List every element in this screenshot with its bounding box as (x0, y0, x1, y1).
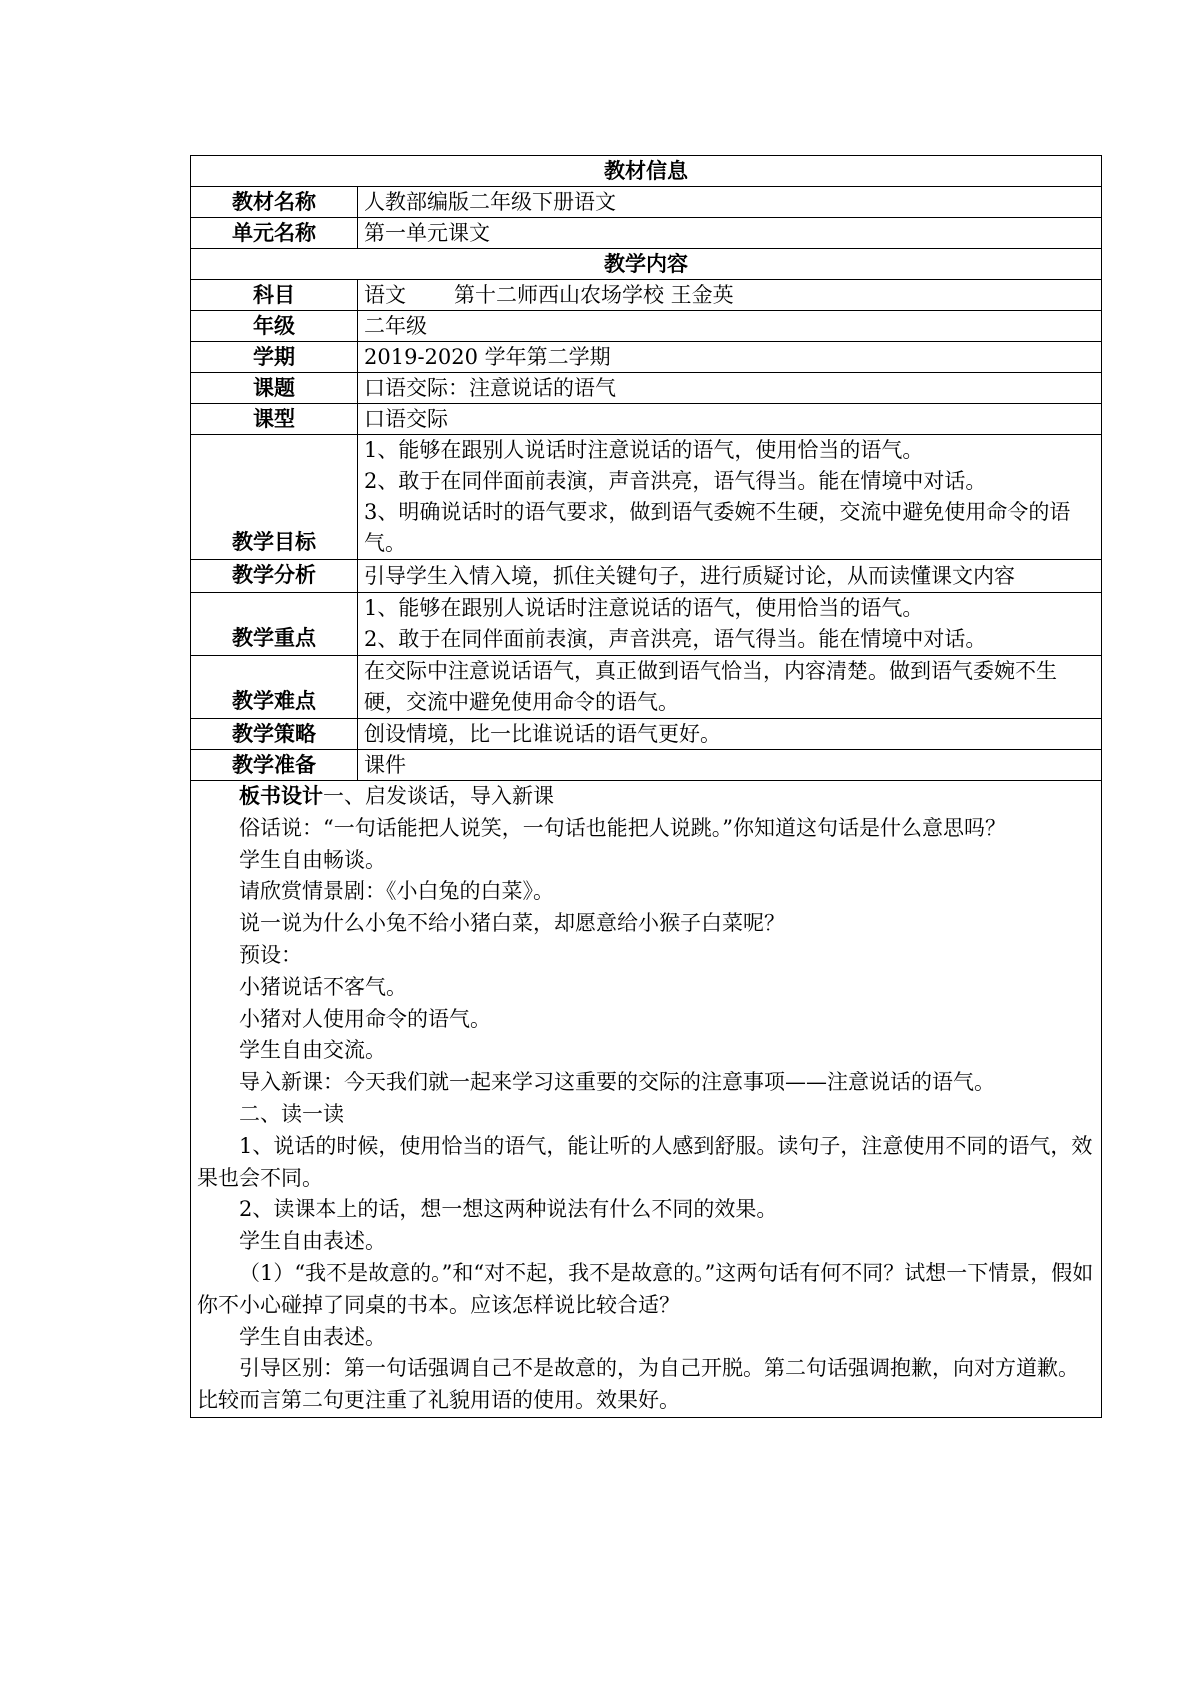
lesson-plan-table (190, 155, 1102, 1418)
board-paragraph: 引导区别：第一句话强调自己不是故意的，为自己开脱。第二句话强调抱歉，向对方道歉。比较而言第二句更注重了礼貌用语的使用。效果好。 (197, 1356, 1079, 1413)
board-paragraph: 小猪对人使用命令的语气。 (239, 1006, 491, 1031)
goal-item: 2、敢于在同伴面前表演，声音洪亮，语气得当。能在情境中对话。 (364, 469, 987, 493)
row-unit-name (191, 218, 1102, 249)
row-analysis (191, 560, 1102, 593)
board-paragraph: 预设： (239, 942, 302, 967)
board-first-line-text: 一、启发谈话，导入新课 (323, 784, 554, 808)
difficulties-label: 教学难点 (191, 656, 358, 719)
board-paragraph: 俗话说：“一句话能把人说笑，一句话也能把人说跳。”你知道这句话是什么意思吗？ (239, 815, 1006, 840)
row-term (191, 342, 1102, 373)
board-paragraph: 1、说话的时候，使用恰当的语气，能让听的人感到舒服。读句子，注意使用不同的语气，效果也会不同。 (197, 1133, 1093, 1190)
board-paragraph: （1）“我不是故意的。”和“对不起，我不是故意的。”这两句话有何不同？试想一下情景，假如你不小心碰掉了同桌的书本。应该怎样说比较合适？ (197, 1260, 1094, 1317)
key-point-item: 2、敢于在同伴面前表演，声音洪亮，语气得当。能在情境中对话。 (364, 627, 987, 651)
unit-value: 第一单元课文 (358, 218, 1102, 249)
row-board-design (191, 781, 1102, 1418)
school-teacher: 第十二师西山农场学校 王金英 (454, 283, 734, 307)
row-type (191, 404, 1102, 435)
unit-label: 单元名称 (191, 218, 358, 249)
section1-title: 教材信息 (191, 156, 1102, 187)
analysis-value: 引导学生入情入境，抓住关键句子，进行质疑讨论，从而读懂课文内容 (364, 563, 1015, 588)
type-value: 口语交际 (358, 404, 1102, 435)
preparation-label: 教学准备 (191, 750, 358, 781)
board-paragraph: 二、读一读 (239, 1101, 344, 1126)
row-difficulties (191, 656, 1102, 719)
section2-title: 教学内容 (191, 249, 1102, 280)
row-key-points (191, 593, 1102, 656)
goal-item: 3、明确说话时的语气要求，做到语气委婉不生硬，交流中避免使用命令的语气。 (364, 500, 1071, 555)
row-goals (191, 435, 1102, 560)
key-point-item: 1、能够在跟别人说话时注意说话的语气，使用恰当的语气。 (364, 596, 924, 620)
term-value: 2019-2020 学年第二学期 (358, 342, 1102, 373)
board-paragraph: 学生自由表述。 (239, 1324, 386, 1349)
strategy-label: 教学策略 (191, 719, 358, 750)
strategy-value: 创设情境，比一比谁说话的语气更好。 (358, 719, 1102, 750)
board-paragraph: 小猪说话不客气。 (239, 974, 407, 999)
row-subject (191, 280, 1102, 311)
board-design-cell (191, 781, 1102, 1418)
subject-label: 科目 (191, 280, 358, 311)
type-label: 课型 (191, 404, 358, 435)
board-paragraph: 说一说为什么小兔不给小猪白菜，却愿意给小猴子白菜呢？ (239, 911, 785, 936)
goal-item: 1、能够在跟别人说话时注意说话的语气，使用恰当的语气。 (364, 438, 924, 462)
topic-value: 口语交际：注意说话的语气 (358, 373, 1102, 404)
board-paragraph: 学生自由交流。 (239, 1038, 386, 1063)
row-material-name (191, 187, 1102, 218)
board-paragraph: 导入新课：今天我们就一起来学习这重要的交际的注意事项——注意说话的语气。 (239, 1070, 995, 1095)
board-paragraph: 请欣赏情景剧：《小白兔的白菜》。 (239, 879, 554, 904)
material-value: 人教部编版二年级下册语文 (358, 187, 1102, 218)
grade-label: 年级 (191, 311, 358, 342)
preparation-value: 课件 (358, 750, 1102, 781)
row-preparation (191, 750, 1102, 781)
board-paragraph: 学生自由畅谈。 (239, 847, 386, 872)
row-topic (191, 373, 1102, 404)
subject-value: 语文 (364, 283, 406, 307)
key-points-label: 教学重点 (191, 593, 358, 656)
board-first-line (197, 781, 1095, 813)
row-strategy (191, 719, 1102, 750)
goals-label: 教学目标 (191, 435, 358, 560)
term-label: 学期 (191, 342, 358, 373)
section-header-teaching-content (191, 249, 1102, 280)
material-label: 教材名称 (191, 187, 358, 218)
difficulties-value: 在交际中注意说话语气，真正做到语气恰当，内容清楚。做到语气委婉不生硬，交流中避免使用命令的语气。 (364, 659, 1057, 714)
board-paragraph: 学生自由表述。 (239, 1229, 386, 1254)
board-label: 板书设计 (239, 784, 323, 808)
grade-value: 二年级 (358, 311, 1102, 342)
row-grade (191, 311, 1102, 342)
topic-label: 课题 (191, 373, 358, 404)
board-paragraph: 2、读课本上的话，想一想这两种说法有什么不同的效果。 (239, 1197, 778, 1222)
analysis-label: 教学分析 (191, 560, 358, 593)
section-header-material-info (191, 156, 1102, 187)
